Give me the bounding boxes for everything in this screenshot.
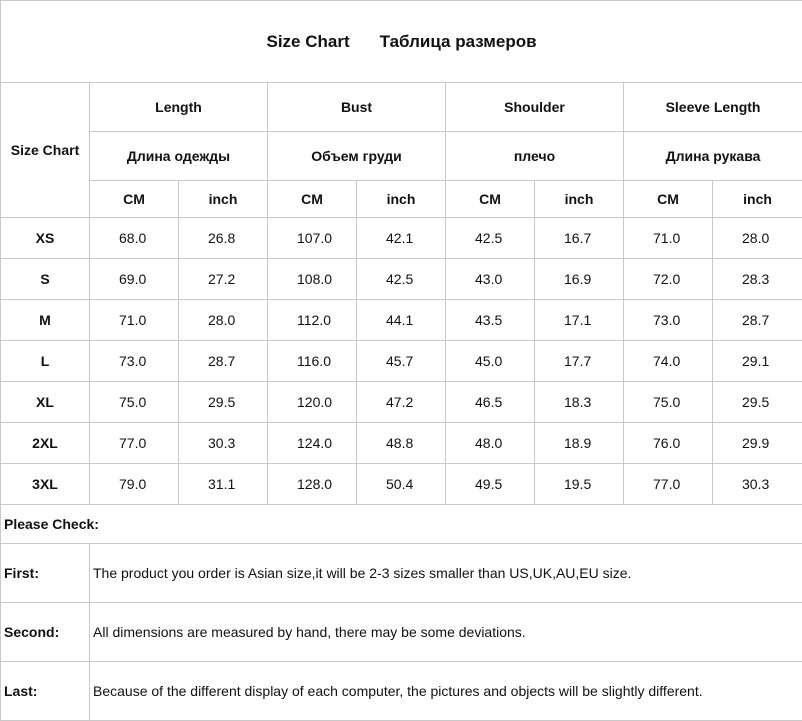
measurement-value: 75.0 <box>624 382 713 423</box>
size-row <box>1 218 802 259</box>
measurement-value: 74.0 <box>624 341 713 382</box>
note-text: Because of the different display of each computer, the pictures and objects will be slightly different. <box>90 662 802 721</box>
measurement-value: 108.0 <box>268 259 357 300</box>
header-length-ru: Длина одежды <box>90 132 268 181</box>
note-row-last <box>1 662 802 721</box>
size-label: M <box>1 300 90 341</box>
measurement-value: 124.0 <box>268 423 357 464</box>
measurement-value: 27.2 <box>179 259 268 300</box>
measurement-value: 43.5 <box>446 300 535 341</box>
measurement-value: 75.0 <box>90 382 179 423</box>
measurement-value: 120.0 <box>268 382 357 423</box>
measurement-value: 71.0 <box>624 218 713 259</box>
measurement-value: 42.5 <box>357 259 446 300</box>
chart-title-ru: Таблица размеров <box>380 32 537 51</box>
size-label: S <box>1 259 90 300</box>
measurement-value: 46.5 <box>446 382 535 423</box>
measurement-value: 28.7 <box>713 300 802 341</box>
chart-title <box>1 1 802 83</box>
measurement-value: 50.4 <box>357 464 446 505</box>
note-label: First: <box>1 544 90 603</box>
size-row <box>1 382 802 423</box>
measurement-value: 76.0 <box>624 423 713 464</box>
size-label: 2XL <box>1 423 90 464</box>
note-row-first <box>1 544 802 603</box>
size-label: 3XL <box>1 464 90 505</box>
measurement-value: 79.0 <box>90 464 179 505</box>
measurement-value: 16.9 <box>535 259 624 300</box>
measurement-value: 28.3 <box>713 259 802 300</box>
measurement-value: 42.1 <box>357 218 446 259</box>
size-label: L <box>1 341 90 382</box>
measurement-value: 71.0 <box>90 300 179 341</box>
note-row-second <box>1 603 802 662</box>
measurement-value: 73.0 <box>90 341 179 382</box>
size-rows <box>1 218 802 505</box>
measurement-value: 73.0 <box>624 300 713 341</box>
measurement-value: 112.0 <box>268 300 357 341</box>
measurement-value: 42.5 <box>446 218 535 259</box>
measurement-value: 45.7 <box>357 341 446 382</box>
size-label: XS <box>1 218 90 259</box>
measurement-value: 44.1 <box>357 300 446 341</box>
measurement-value: 128.0 <box>268 464 357 505</box>
unit-cell: inch <box>179 181 268 218</box>
header-row-en <box>1 83 802 132</box>
measurement-value: 18.9 <box>535 423 624 464</box>
header-shoulder-ru: плечо <box>446 132 624 181</box>
chart-title-en: Size Chart <box>267 32 350 51</box>
unit-cell: CM <box>624 181 713 218</box>
header-bust-ru: Объем груди <box>268 132 446 181</box>
measurement-value: 68.0 <box>90 218 179 259</box>
measurement-value: 47.2 <box>357 382 446 423</box>
measurement-value: 16.7 <box>535 218 624 259</box>
measurement-value: 48.0 <box>446 423 535 464</box>
size-row <box>1 423 802 464</box>
header-length-en: Length <box>90 83 268 132</box>
measurement-value: 116.0 <box>268 341 357 382</box>
title-row <box>1 1 802 83</box>
measurement-value: 107.0 <box>268 218 357 259</box>
header-sleeve-ru: Длина рукава <box>624 132 802 181</box>
measurement-value: 48.8 <box>357 423 446 464</box>
unit-cell: inch <box>535 181 624 218</box>
measurement-value: 43.0 <box>446 259 535 300</box>
size-row <box>1 341 802 382</box>
measurement-value: 19.5 <box>535 464 624 505</box>
header-row-ru <box>1 132 802 181</box>
measurement-value: 29.5 <box>179 382 268 423</box>
size-label: XL <box>1 382 90 423</box>
measurement-value: 17.7 <box>535 341 624 382</box>
measurement-value: 17.1 <box>535 300 624 341</box>
measurement-value: 30.3 <box>713 464 802 505</box>
measurement-value: 28.0 <box>179 300 268 341</box>
measurement-value: 18.3 <box>535 382 624 423</box>
check-heading-row <box>1 505 802 544</box>
unit-row <box>1 181 802 218</box>
measurement-value: 28.0 <box>713 218 802 259</box>
measurement-value: 26.8 <box>179 218 268 259</box>
unit-cell: CM <box>268 181 357 218</box>
measurement-value: 69.0 <box>90 259 179 300</box>
unit-cell: inch <box>713 181 802 218</box>
header-bust-en: Bust <box>268 83 446 132</box>
measurement-value: 49.5 <box>446 464 535 505</box>
unit-cell: CM <box>90 181 179 218</box>
size-row <box>1 464 802 505</box>
size-row <box>1 300 802 341</box>
note-text: All dimensions are measured by hand, there may be some deviations. <box>90 603 802 662</box>
check-heading: Please Check: <box>1 505 802 544</box>
unit-cell: CM <box>446 181 535 218</box>
size-row <box>1 259 802 300</box>
measurement-value: 72.0 <box>624 259 713 300</box>
measurement-value: 31.1 <box>179 464 268 505</box>
header-sleeve-en: Sleeve Length <box>624 83 802 132</box>
row-header-label: Size Chart <box>1 83 90 218</box>
measurement-value: 29.1 <box>713 341 802 382</box>
header-shoulder-en: Shoulder <box>446 83 624 132</box>
measurement-value: 28.7 <box>179 341 268 382</box>
measurement-value: 45.0 <box>446 341 535 382</box>
note-text: The product you order is Asian size,it will be 2-3 sizes smaller than US,UK,AU,EU size. <box>90 544 802 603</box>
measurement-value: 30.3 <box>179 423 268 464</box>
measurement-value: 29.5 <box>713 382 802 423</box>
measurement-value: 77.0 <box>90 423 179 464</box>
note-label: Last: <box>1 662 90 721</box>
unit-cell: inch <box>357 181 446 218</box>
note-label: Second: <box>1 603 90 662</box>
measurement-value: 77.0 <box>624 464 713 505</box>
measurement-value: 29.9 <box>713 423 802 464</box>
